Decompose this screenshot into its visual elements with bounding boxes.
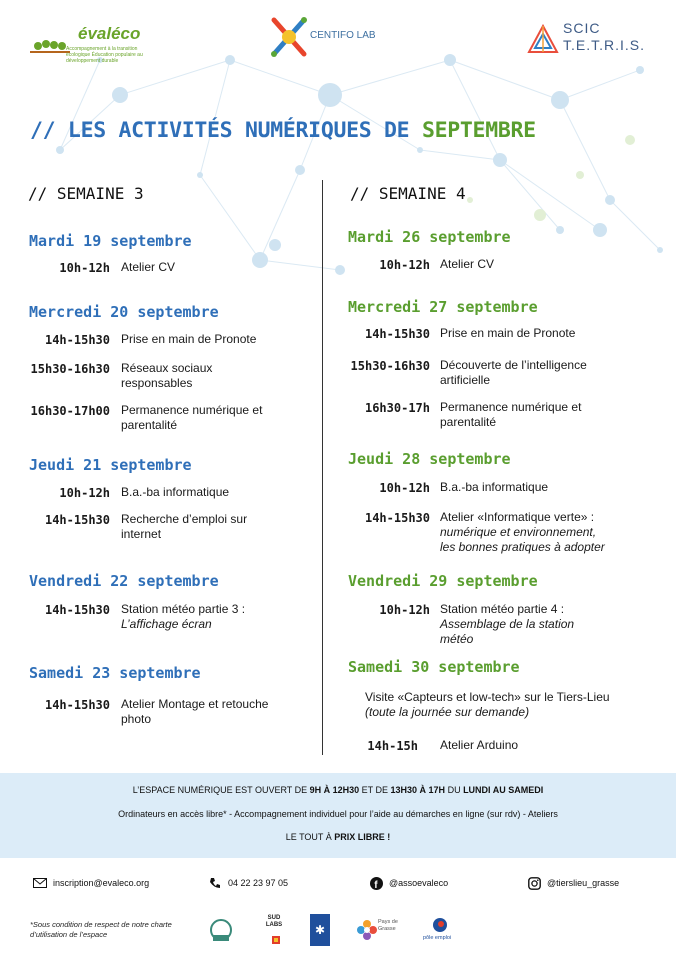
slot-activity: Prise en main de Pronote — [440, 326, 576, 340]
facebook-text: @assoevaleco — [389, 878, 449, 888]
facebook-icon — [369, 877, 383, 889]
tetris-logo — [527, 20, 647, 60]
phone-contact[interactable] — [208, 877, 288, 889]
slot-time: 15h30-16h30 — [350, 359, 430, 373]
page-title — [30, 118, 536, 143]
slot-activity: Station météo partie 4 : Assemblage de la station météo — [440, 602, 575, 646]
pays-de-grasse-logo: Pays de Grasse — [356, 917, 404, 945]
slot-time: 14h-15h30 — [44, 333, 110, 347]
slot-time: 10h-12h — [59, 261, 110, 275]
svg-text:✱: ✱ — [315, 923, 326, 937]
slot-activity: B.a.-ba informatique — [121, 485, 230, 499]
phone-text: 04 22 23 97 05 — [228, 878, 289, 888]
services-text: Ordinateurs en accès libre* - Accompagnement individuel pour l’aide au démarches en ligne (sur rdv) - Ateliers — [118, 809, 558, 819]
footnote: *Sous condition de respect de notre charte d’utilisation de l’espace — [30, 920, 172, 939]
slot-time: 15h30-16h30 — [30, 362, 110, 376]
slot-activity: Prise en main de Pronote — [121, 332, 257, 346]
svg-text:f: f — [373, 879, 378, 890]
slot-time: 10h-12h — [379, 481, 430, 495]
evaleco-logo — [30, 22, 150, 62]
email-text: inscription@evaleco.org — [53, 878, 150, 888]
slot-activity: Réseaux sociaux responsables — [121, 361, 213, 390]
day-heading: Samedi 23 septembre — [29, 664, 201, 682]
slot-activity: Recherche d’emploi sur internet — [121, 512, 248, 541]
instagram-icon — [527, 877, 541, 889]
week-heading: // SEMAINE 4 — [350, 184, 466, 203]
slot-time: 16h30-17h00 — [30, 404, 110, 418]
slot-activity: B.a.-ba informatique — [440, 480, 549, 494]
slot-time: 10h-12h — [59, 486, 110, 500]
sud-labs-logo: SUD LABS — [265, 915, 283, 928]
slot-time: 10h-12h — [379, 603, 430, 617]
clover-icon — [30, 36, 70, 56]
instagram-text: @tierslieu_grasse — [547, 878, 620, 888]
slot-activity: Permanence numérique et parentalité — [440, 400, 582, 429]
pole-emploi-icon — [431, 917, 449, 933]
title-green-part: SEPTEMBRE — [421, 118, 536, 143]
centifo-emblem-icon — [268, 14, 310, 60]
day-heading: Mercredi 27 septembre — [348, 298, 538, 316]
day-heading: Mercredi 20 septembre — [29, 303, 219, 321]
slot-time: 14h-15h30 — [44, 603, 110, 617]
instagram-contact[interactable] — [527, 877, 619, 889]
evaleco-brand: évaléco — [78, 24, 141, 43]
tetris-line1: SCIC — [563, 20, 601, 36]
header — [0, 12, 676, 62]
slot-activity: Découverte de l’intelligence artificielle — [440, 358, 587, 387]
slot-activity: Atelier CV — [121, 260, 176, 274]
day-heading: Mardi 26 septembre — [348, 228, 511, 246]
contacts-bar — [0, 877, 676, 897]
day-heading: Vendredi 29 septembre — [348, 572, 538, 590]
slot-time: 10h-12h — [379, 258, 430, 272]
title-blue-part: // LES ACTIVITÉS NUMÉRIQUES DE — [30, 118, 422, 143]
flower-icon — [356, 919, 378, 941]
slot-time: 16h30-17h — [364, 401, 430, 415]
slot-activity: Atelier Montage et retouche photo — [121, 697, 269, 726]
opening-hours-banner — [0, 773, 676, 858]
slot-activity: Atelier CV — [440, 257, 495, 271]
opening-hours-text: L’ESPACE NUMÉRIQUE EST OUVERT DE 9H À 12H30 ET DE 13H30 À 17H DU LUNDI AU SAMEDI — [132, 785, 544, 795]
tetris-line2: T.E.T.R.I.S. — [563, 37, 646, 53]
slot-time: 14h-15h30 — [44, 513, 110, 527]
slot-activity: Atelier Arduino — [440, 738, 519, 752]
column-divider — [322, 180, 323, 755]
week-heading: // SEMAINE 3 — [28, 184, 144, 203]
centifo-lab-logo — [268, 14, 388, 60]
partner-logo-round — [209, 917, 233, 945]
day-heading: Jeudi 21 septembre — [29, 456, 192, 474]
envelope-icon — [33, 877, 47, 889]
evaleco-tagline: Accompagnement à la transition écologique Éducation populaire au développement durable — [66, 46, 143, 64]
slot-activity: Atelier «Informatique verte» : numérique et environnement, les bonnes pratiques à adopter — [440, 510, 605, 554]
facebook-contact[interactable] — [369, 877, 448, 889]
pole-emploi-logo: pôle emploi — [423, 917, 457, 945]
slot-activity: Station météo partie 3 : L’affichage écran — [121, 602, 246, 631]
email-contact[interactable] — [33, 877, 149, 889]
day-heading: Vendredi 22 septembre — [29, 572, 219, 590]
slot-time: 14h-15h30 — [364, 327, 430, 341]
phone-icon — [208, 877, 222, 889]
day-heading: Jeudi 28 septembre — [348, 450, 511, 468]
partner-shield-logo — [310, 914, 330, 946]
slot-time: 14h-15h30 — [364, 511, 430, 525]
prix-libre-text: LE TOUT À PRIX LIBRE ! — [285, 832, 391, 842]
slot-time: 14h-15h30 — [44, 698, 110, 712]
triangle-icon — [527, 24, 559, 56]
day-heading: Mardi 19 septembre — [29, 232, 192, 250]
centifo-brand: CENTIFO LAB — [310, 30, 376, 41]
partner-flag-icon — [272, 936, 280, 944]
slot-activity: Permanence numérique et parentalité — [121, 403, 263, 432]
slot-time: 14h-15h — [367, 739, 418, 753]
day-heading: Samedi 30 septembre — [348, 658, 520, 676]
saturday-note: Visite «Capteurs et low-tech» sur le Tiers-Lieu (toute la journée sur demande) — [365, 690, 610, 719]
